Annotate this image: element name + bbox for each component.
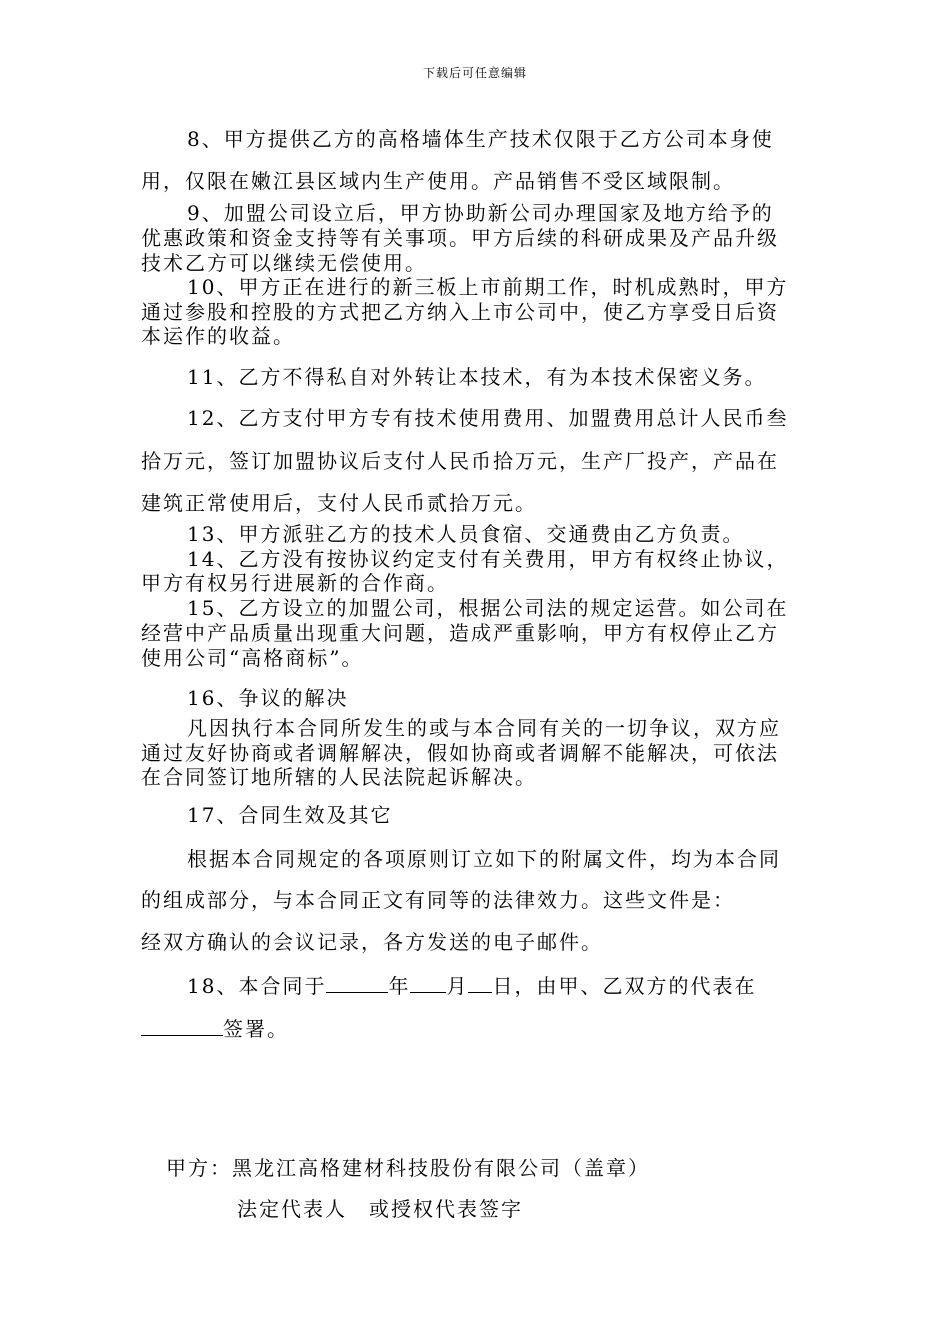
- day-blank: [468, 972, 492, 993]
- clause-14-line-2: 甲方有权另行进展新的合作商。: [141, 571, 449, 595]
- month-blank: [410, 972, 446, 993]
- representative-signature-line: 法定代表人 或授权代表签字: [237, 1197, 523, 1221]
- clause-16-heading: 16、争议的解决: [187, 686, 349, 710]
- clause-17-line-3: 经双方确认的会议记录，各方发送的电子邮件。: [141, 930, 603, 954]
- clause-15-line-2: 经营中产品质量出现重大问题，造成严重影响，甲方有权停止乙方: [141, 621, 779, 645]
- month-label: 月: [446, 974, 469, 998]
- clause-18-end: 签署。: [223, 1017, 289, 1041]
- clause-11: 11、乙方不得私自对外转让本技术，有为本技术保密义务。: [187, 365, 767, 389]
- clause-18-line-1: [187, 972, 837, 999]
- year-blank: [326, 972, 388, 993]
- clause-13: 13、甲方派驻乙方的技术人员食宿、交通费由乙方负责。: [187, 522, 745, 546]
- clause-17-line-2: 的组成部分，与本合同正文有同等的法律效力。这些文件是：: [141, 888, 735, 912]
- clause-10-line-2: 通过参股和控股的方式把乙方纳入上市公司中，使乙方享受日后资: [141, 300, 779, 324]
- clause-16-line-2: 通过友好协商或者调解解决，假如协商或者调解不能解决，可依法: [141, 741, 779, 765]
- clause-9-line-3: 技术乙方可以继续无偿使用。: [141, 251, 427, 275]
- day-label: 日，由甲、乙双方的代表在: [492, 974, 757, 998]
- clause-10-line-1: 10、甲方正在进行的新三板上市前期工作，时机成熟时，甲方: [187, 275, 789, 299]
- clause-10-line-3: 本运作的收益。: [141, 324, 295, 348]
- clause-16-line-3: 在合同签订地所辖的人民法院起诉解决。: [141, 765, 537, 789]
- clause-9-line-2: 优惠政策和资金支持等有关事项。甲方后续的科研成果及产品升级: [141, 226, 779, 250]
- clause-15-line-1: 15、乙方设立的加盟公司，根据公司法的规定运营。如公司在: [187, 596, 789, 620]
- clause-17-heading: 17、合同生效及其它: [187, 803, 393, 827]
- party-a-signature-line: 甲方：黑龙江高格建材科技股份有限公司（盖章）: [166, 1156, 650, 1180]
- clause-9-line-1: 9、加盟公司设立后，甲方协助新公司办理国家及地方给予的: [187, 201, 774, 225]
- clause-16-line-1: 凡因执行本合同所发生的或与本合同有关的一切争议，双方应: [187, 716, 781, 740]
- clause-12-line-1: 12、乙方支付甲方专有技术使用费用、加盟费用总计人民币叁: [187, 406, 789, 430]
- clause-14-line-1: 14、乙方没有按协议约定支付有关费用，甲方有权终止协议，: [187, 547, 789, 571]
- clause-18-prefix: 18、本合同于: [187, 974, 327, 998]
- clause-15-line-3: 使用公司“高格商标”。: [141, 646, 364, 670]
- page-header: 下载后可任意编辑: [422, 66, 527, 80]
- clause-17-line-1: 根据本合同规定的各项原则订立如下的附属文件，均为本合同: [187, 847, 781, 871]
- clause-12-line-2: 拾万元，签订加盟协议后支付人民币拾万元，生产厂投产，产品在: [141, 449, 779, 473]
- place-blank: [141, 1015, 223, 1036]
- clause-12-line-3: 建筑正常使用后，支付人民币贰拾万元。: [141, 491, 537, 515]
- clause-8-line-1: 8、甲方提供乙方的高格墙体生产技术仅限于乙方公司本身使: [187, 127, 774, 151]
- clause-18-line-2: [141, 1015, 837, 1042]
- clause-8-line-2: 用，仅限在嫩江县区域内生产使用。产品销售不受区域限制。: [141, 169, 735, 193]
- year-label: 年: [388, 974, 411, 998]
